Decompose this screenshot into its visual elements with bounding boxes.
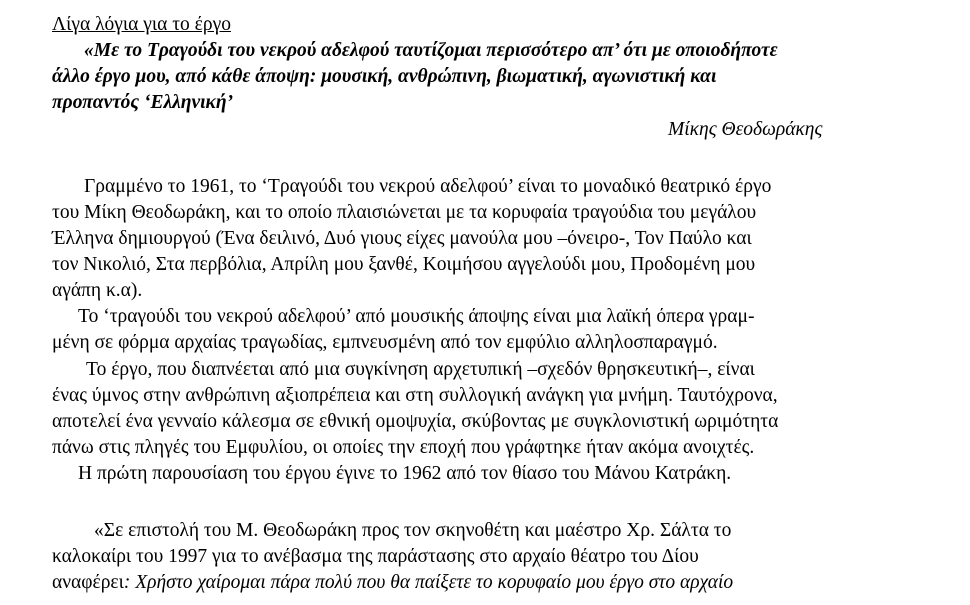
body-line-6: Το ‘τραγούδι του νεκρού αδελφού’ από μουσικής άποψης είναι μια λαϊκή όπερα γραμ- — [78, 306, 755, 327]
body-line-3: Έλληνα δημιουργού (Ένα δειλινό, Δυό γιους είχες μανούλα μου –όνειρο-, Τον Παύλο και — [52, 228, 752, 249]
letter-line-3-start: αναφέρει — [52, 572, 124, 593]
letter-line-3 — [52, 570, 733, 596]
body-line-11: πάνω στις πληγές του Εμφυλίου, οι οποίες την εποχή που γράφτηκε ήταν ακόμα ανοιχτές. — [52, 437, 755, 458]
page-title: Λίγα λόγια για το έργο — [52, 14, 231, 35]
body-line-12: Η πρώτη παρουσίαση του έργου έγινε το 1962 από τον θίασο του Μάνου Κατράκη. — [78, 463, 732, 484]
body-line-1: Γραμμένο το 1961, το ‘Τραγούδι του νεκρού αδελφού’ είναι το μοναδικό θεατρικό έργο — [84, 176, 772, 197]
letter-line-1: «Σε επιστολή του Μ. Θεοδωράκη προς τον σκηνοθέτη και μαέστρο Χρ. Σάλτα το — [94, 520, 732, 541]
body-line-2: του Μίκη Θεοδωράκη, και το οποίο πλαισιώνεται με τα κορυφαία τραγούδια του μεγάλου — [52, 202, 757, 223]
body-line-8: Το έργο, που διαπνέεται από μια συγκίνηση αρχετυπική –σχεδόν θρησκευτική–, είναι — [86, 359, 755, 380]
body-line-7: μένη σε φόρμα αρχαίας τραγωδίας, εμπνευσμένη από τον εμφύλιο αλληλοσπαραγμό. — [52, 332, 718, 353]
body-line-10: αποτελεί ένα γενναίο κάλεσμα σε εθνική ομοψυχία, σκύβοντας με συγκλονιστική ωριμότητα — [52, 411, 779, 432]
letter-line-3-italic: : Χρήστο χαίρομαι πάρα πολύ που θα παίξετε το κορυφαίο μου έργο στο αρχαίο — [123, 572, 734, 593]
body-line-5: αγάπη κ.α). — [52, 280, 143, 301]
body-line-4: τον Νικολιό, Στα περβόλια, Απρίλη μου ξανθέ, Κοιμήσου αγγελούδι μου, Προδομένη μου — [52, 254, 756, 275]
quote-line-2: άλλο έργο μου, από κάθε άποψη: μουσική, ανθρώπινη, βιωματική, αγωνιστική και — [52, 66, 717, 87]
quote-line-3: προπαντός ‘Ελληνική’ — [52, 92, 234, 113]
letter-line-2: καλοκαίρι του 1997 για το ανέβασμα της παράστασης στο αρχαίο θέατρο του Δίου — [52, 546, 699, 567]
quote-line-1: «Με το Τραγούδι του νεκρού αδελφού ταυτίζομαι περισσότερο απ’ ότι με οποιοδήποτε — [84, 40, 778, 61]
quote-author: Μίκης Θεοδωράκης — [668, 119, 823, 140]
body-line-9: ένας ύμνος στην ανθρώπινη αξιοπρέπεια και στη συλλογική ανάγκη για μνήμη. Ταυτόχρονα, — [52, 385, 778, 406]
